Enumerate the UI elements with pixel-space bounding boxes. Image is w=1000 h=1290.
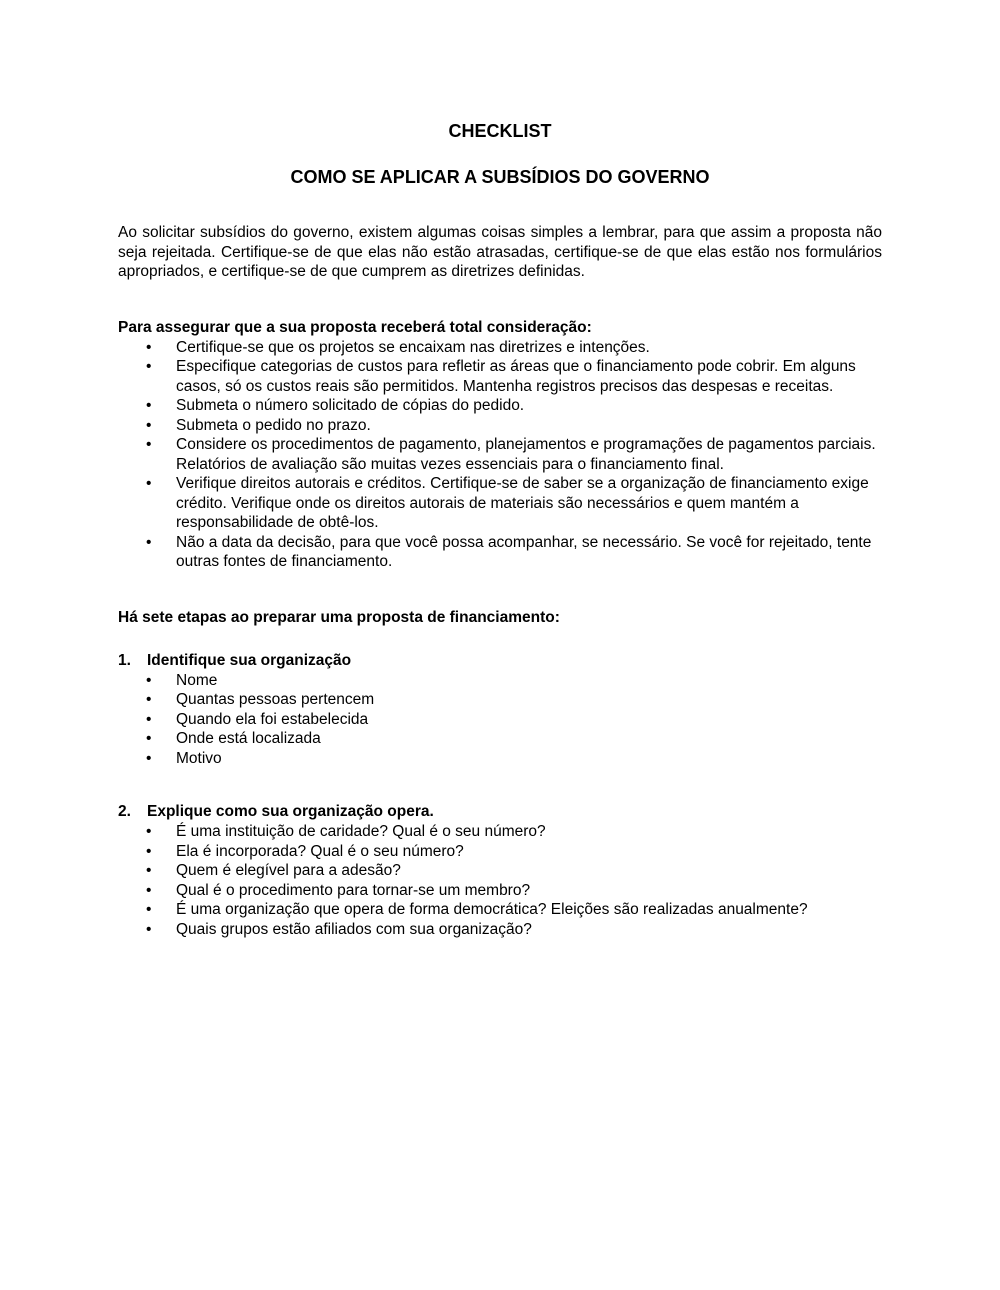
- document-title: CHECKLIST: [448, 121, 552, 141]
- list-item: [118, 435, 882, 474]
- list-item: [118, 842, 882, 862]
- bullet-icon: •: [146, 730, 152, 747]
- list-item: [118, 671, 882, 691]
- list-item: [118, 920, 882, 940]
- bullet-icon: •: [146, 671, 152, 689]
- list-item-text: Nome: [176, 671, 218, 689]
- bullet-icon: •: [146, 533, 152, 551]
- bullet-icon: •: [146, 823, 152, 840]
- list-item-text: Motivo: [176, 749, 222, 767]
- bullet-icon: •: [146, 862, 152, 879]
- list-item-text: Certifique-se que os projetos se encaixam nas diretrizes e intenções.: [176, 338, 650, 356]
- step-number: 2.: [118, 803, 131, 820]
- list-item-text: Considere os procedimentos de pagamento, planejamentos e programações de pagamentos parciais. Relatórios de avaliação são muitas vezes essenciais para o financiamento final.: [176, 436, 876, 473]
- step-number: 1.: [118, 651, 131, 669]
- list-item: [118, 881, 882, 901]
- bullet-icon: •: [146, 842, 152, 860]
- step-title: Explique como sua organização opera.: [147, 803, 434, 820]
- list-item: [118, 338, 882, 358]
- list-item-text: Qual é o procedimento para tornar-se um membro?: [176, 881, 531, 899]
- list-item-text: Submeta o número solicitado de cópias do pedido.: [176, 397, 525, 414]
- list-item-text: Especifique categorias de custos para refletir as áreas que o financiamento pode cobrir. Em alguns casos, só os custos reais são permitidos. Mantenha registros precisos das despesas e receitas.: [176, 358, 856, 395]
- list-item: [118, 729, 882, 749]
- section-heading-consideration: Para assegurar que a sua proposta receberá total consideração:: [118, 318, 592, 336]
- list-item-text: Quantas pessoas pertencem: [176, 691, 375, 708]
- bullet-icon: •: [146, 436, 152, 453]
- step-heading-1: [118, 651, 882, 671]
- bullet-icon: •: [146, 920, 152, 938]
- step-2-list: [118, 822, 882, 939]
- bullet-icon: •: [146, 475, 152, 492]
- list-item-text: É uma instituição de caridade? Qual é o seu número?: [176, 823, 546, 840]
- step-title: Identifique sua organização: [147, 651, 352, 669]
- section-heading-steps: Há sete etapas ao preparar uma proposta de financiamento:: [118, 608, 560, 626]
- bullet-icon: •: [146, 749, 152, 767]
- bullet-icon: •: [146, 881, 152, 899]
- list-item: [118, 900, 882, 920]
- list-item-text: Ela é incorporada? Qual é o seu número?: [176, 842, 464, 860]
- list-item-text: Quais grupos estão afiliados com sua organização?: [176, 920, 532, 938]
- list-item-text: Verifique direitos autorais e créditos. Certifique-se de saber se a organização de financiamento exige crédito. Verifique onde os direitos autorais de materiais são necessários e quem mantém a responsabilidade de obtê-los.: [176, 475, 869, 531]
- list-item: [118, 357, 882, 396]
- list-item: [118, 533, 882, 572]
- bullet-icon: •: [146, 397, 152, 414]
- list-item: [118, 822, 882, 842]
- list-item-text: Quando ela foi estabelecida: [176, 710, 369, 728]
- document-subtitle: COMO SE APLICAR A SUBSÍDIOS DO GOVERNO: [290, 167, 710, 187]
- bullet-icon: •: [146, 416, 152, 434]
- bullet-icon: •: [146, 901, 152, 918]
- list-item-text: Não a data da decisão, para que você possa acompanhar, se necessário. Se você for rejeitado, tente outras fontes de financiamento.: [176, 533, 872, 570]
- step-1-list: [118, 671, 882, 769]
- list-item-text: Onde está localizada: [176, 730, 321, 747]
- list-item: [118, 416, 882, 436]
- list-item-text: Submeta o pedido no prazo.: [176, 416, 371, 434]
- list-item: [118, 690, 882, 710]
- list-item: [118, 474, 882, 533]
- step-heading-2: [118, 802, 882, 822]
- list-item: [118, 396, 882, 416]
- list-item: [118, 861, 882, 881]
- list-item: [118, 749, 882, 769]
- list-item-text: É uma organização que opera de forma democrática? Eleições são realizadas anualmente?: [176, 901, 808, 918]
- intro-paragraph: Ao solicitar subsídios do governo, existem algumas coisas simples a lembrar, para que assim a proposta não seja rejeitada. Certifique-se de que elas não estão atrasadas, certifique-se de que elas estão nos formulários apropriados, e certifique-se de que cumprem as diretrizes definidas.: [118, 224, 882, 280]
- list-item-text: Quem é elegível para a adesão?: [176, 862, 401, 879]
- bullet-icon: •: [146, 358, 152, 375]
- bullet-icon: •: [146, 338, 152, 356]
- bullet-icon: •: [146, 691, 152, 708]
- bullet-icon: •: [146, 710, 152, 728]
- consideration-list: [118, 338, 882, 572]
- list-item: [118, 710, 882, 730]
